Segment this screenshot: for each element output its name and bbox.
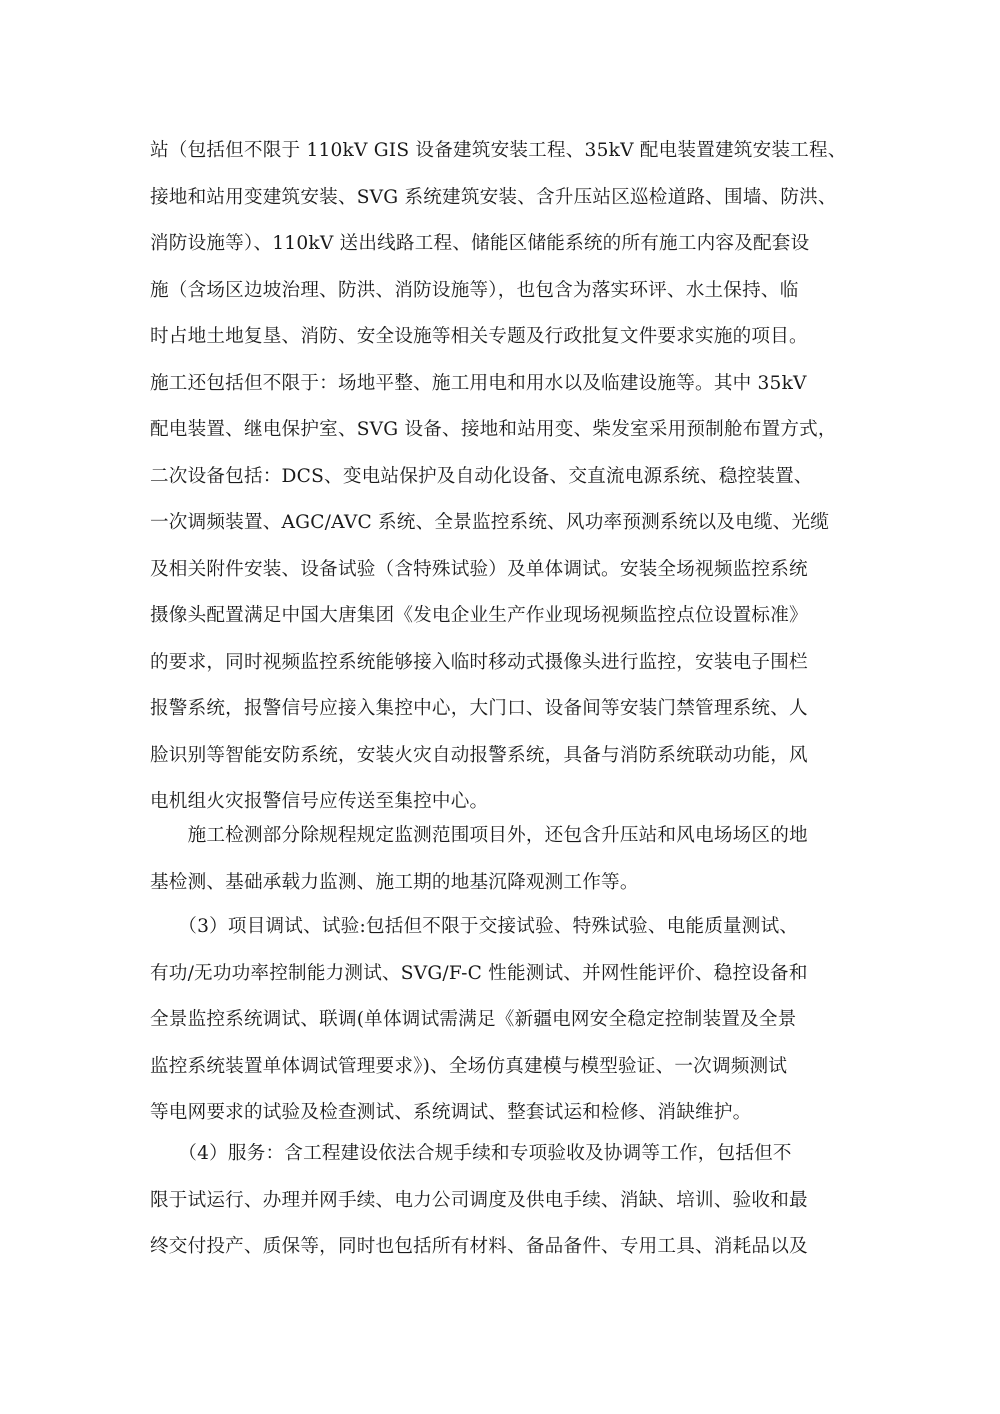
text-line: 报警系统，报警信号应接入集控中心，大门口、设备间等安装门禁管理系统、人	[150, 698, 808, 719]
text-line: 施（含场区边坡治理、防洪、消防设施等），也包含为落实环评、水土保持、临	[150, 279, 799, 301]
paragraph-item-3-commissioning	[150, 904, 870, 1137]
text-line: 终交付投产、质保等，同时也包括所有材料、备品备件、专用工具、消耗品以及	[150, 1236, 808, 1257]
text-line: 配电装置、继电保护室、SVG 设备、接地和站用变、柴发室采用预制舱布置方式，	[150, 419, 837, 440]
text-line: 施工检测部分除规程规定监测范围项目外，还包含升压站和风电场场区的地	[150, 825, 808, 846]
text-line: 电机组火灾报警信号应传送至集控中心。	[150, 791, 489, 812]
text-line: 站（包括但不限于 110kV GIS 设备建筑安装工程、35kV 配电装置建筑安装工程、	[150, 140, 847, 161]
text-line: 施工还包括但不限于：场地平整、施工用电和用水以及临建设施等。其中 35kV	[150, 372, 807, 394]
text-line: 全景监控系统调试、联调(单体调试需满足《新疆电网安全稳定控制装置及全景	[150, 1009, 797, 1030]
text-line: 二次设备包括：DCS、变电站保护及自动化设备、交直流电源系统、稳控装置、	[150, 465, 813, 487]
text-line: 及相关附件安装、设备试验（含特殊试验）及单体调试。安装全场视频监控系统	[150, 558, 808, 580]
text-line: 摄像头配置满足中国大唐集团《发电企业生产作业现场视频监控点位设置标准》	[150, 605, 808, 626]
text-line: （3）项目调试、试验:包括但不限于交接试验、特殊试验、电能质量测试、	[150, 916, 799, 937]
text-line: 等电网要求的试验及检查测试、系统调试、整套试运和检修、消缺维护。	[150, 1102, 752, 1123]
text-line: 有功/无功功率控制能力测试、SVG/F-C 性能测试、并网性能评价、稳控设备和	[150, 962, 808, 984]
text-line: 监控系统装置单体调试管理要求》)、全场仿真建模与模型验证、一次调频测试	[150, 1055, 788, 1077]
text-line: 基检测、基础承载力监测、施工期的地基沉降观测工作等。	[150, 871, 639, 893]
text-line: 消防设施等）、110kV 送出线路工程、储能区储能系统的所有施工内容及配套设	[150, 233, 810, 254]
paragraph-item-4-services	[150, 1131, 870, 1271]
text-line: （4）服务：含工程建设依法合规手续和专项验收及协调等工作，包括但不	[150, 1143, 792, 1164]
text-line: 限于试运行、办理并网手续、电力公司调度及供电手续、消缺、培训、验收和最	[150, 1189, 808, 1211]
text-line: 脸识别等智能安防系统，安装火灾自动报警系统，具备与消防系统联动功能，风	[150, 744, 808, 766]
text-line: 时占地土地复垦、消防、安全设施等相关专题及行政批复文件要求实施的项目。	[150, 326, 808, 347]
text-line: 一次调频装置、AGC/AVC 系统、全景监控系统、风功率预测系统以及电缆、光缆	[150, 512, 830, 533]
text-line: 的要求，同时视频监控系统能够接入临时移动式摄像头进行监控，安装电子围栏	[150, 651, 808, 673]
text-line: 接地和站用变建筑安装、SVG 系统建筑安装、含升压站区巡检道路、围墙、防洪、	[150, 186, 837, 208]
paragraph-construction-testing	[150, 813, 870, 906]
paragraph-scope-of-construction	[150, 128, 870, 826]
